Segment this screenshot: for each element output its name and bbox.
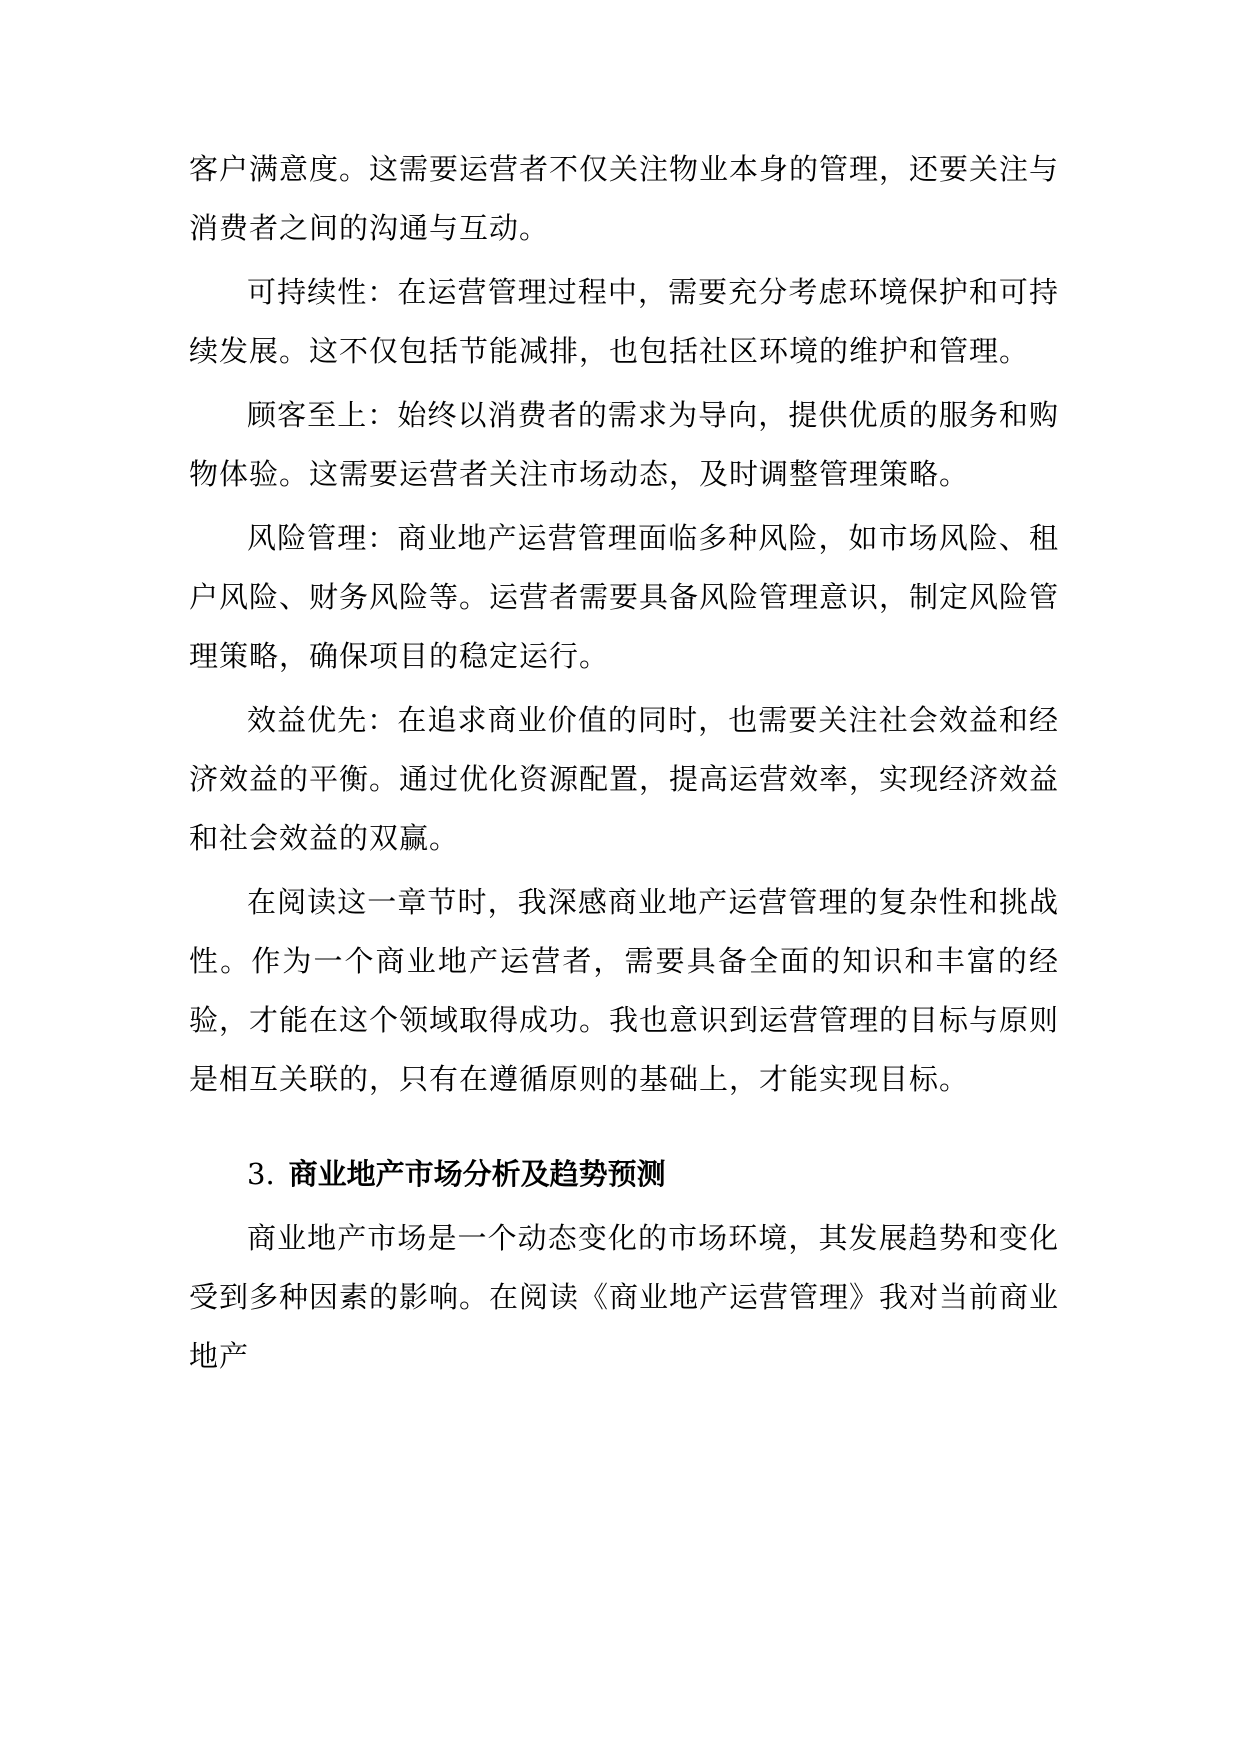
section-heading (189, 1145, 1059, 1204)
paragraph-sustainability: 可持续性：在运营管理过程中，需要充分考虑环境保护和可持续发展。这不仅包括节能减排，也包括社区环境的维护和管理。 (189, 275, 1059, 368)
body-text (189, 140, 1059, 1391)
paragraph-risk-management: 风险管理：商业地产运营管理面临多种风险，如市场风险、租户风险、财务风险等。运营者需要具备风险管理意识，制定风险管理策略，确保项目的稳定运行。 (189, 521, 1060, 673)
section-number: 3. (247, 1157, 275, 1191)
paragraph-customer-satisfaction-continued: 客户满意度。这需要运营者不仅关注物业本身的管理，还要关注与消费者之间的沟通与互动。 (189, 152, 1060, 245)
paragraph-customer-first: 顾客至上：始终以消费者的需求为导向，提供优质的服务和购物体验。这需要运营者关注市场动态，及时调整管理策略。 (189, 398, 1059, 491)
section-title: 商业地产市场分析及趋势预测 (288, 1157, 666, 1191)
paragraph-reading-reflection: 在阅读这一章节时，我深感商业地产运营管理的复杂性和挑战性。作为一个商业地产运营者，需要具备全面的知识和丰富的经验，才能在这个领域取得成功。我也意识到运营管理的目标与原则是相互关联的，只有在遵循原则的基础上，才能实现目标。 (189, 885, 1060, 1096)
paragraph-benefit-priority: 效益优先：在追求商业价值的同时，也需要关注社会效益和经济效益的平衡。通过优化资源配置，提高运营效率，实现经济效益和社会效益的双赢。 (189, 703, 1060, 855)
paragraph-market-analysis: 商业地产市场是一个动态变化的市场环境，其发展趋势和变化受到多种因素的影响。在阅读《商业地产运营管理》我对当前商业地产 (189, 1221, 1060, 1373)
